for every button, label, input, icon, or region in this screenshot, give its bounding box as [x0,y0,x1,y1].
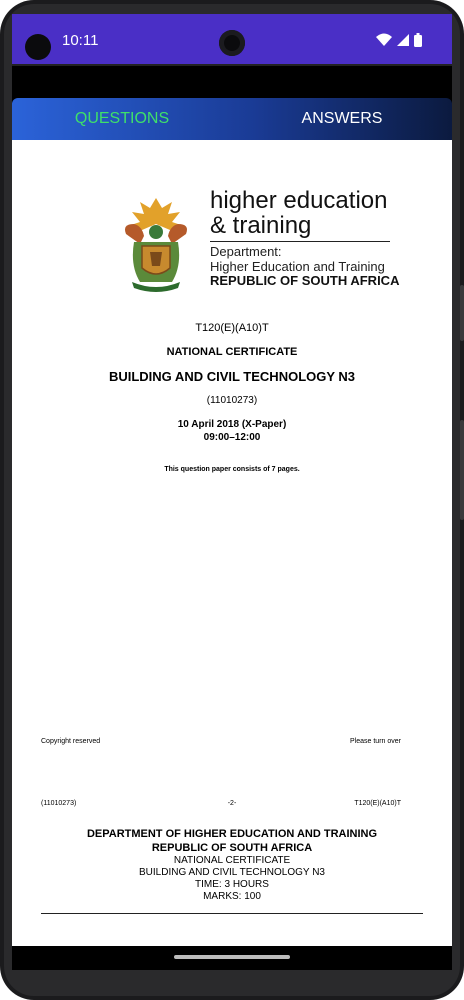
certificate-title: NATIONAL CERTIFICATE [166,346,298,358]
tab-answers[interactable]: ANSWERS [301,110,383,127]
gesture-handle[interactable] [174,955,290,959]
coat-of-arms-logo [120,194,192,296]
exam-date: 10 April 2018 (X-Paper) [177,419,287,430]
page2-header-right: T120(E)(A10)T [354,800,401,807]
system-nav-bar [12,946,452,970]
page2-country-line: REPUBLIC OF SOUTH AFRICA [151,842,313,854]
turn-over-note: Please turn over [350,738,401,745]
page2-subject: BUILDING AND CIVIL TECHNOLOGY N3 [139,867,325,878]
power-button [460,420,464,520]
exam-time: 09:00–12:00 [203,432,261,443]
page2-time: TIME: 3 HOURS [195,879,269,890]
page2-page-number: -2- [227,800,237,807]
brand-dept-label: Department: [210,244,282,259]
status-icons [376,33,422,47]
brand-line-1: higher education [210,187,388,214]
punch-hole-camera-icon [219,30,245,56]
document-viewer[interactable] [12,140,452,946]
subject-title: BUILDING AND CIVIL TECHNOLOGY N3 [108,369,356,384]
page2-dept-line: DEPARTMENT OF HIGHER EDUCATION AND TRAINING [86,828,378,840]
brand-country: REPUBLIC OF SOUTH AFRICA [210,273,400,288]
section-divider [41,913,423,914]
paper-code: T120(E)(A10)T [195,322,269,334]
copyright-note: Copyright reserved [41,738,101,745]
brand-divider [210,241,390,242]
subject-code: (11010273) [206,395,258,406]
tab-bar [12,98,452,140]
cellular-signal-icon [396,33,410,47]
page2-header-left: (11010273) [41,800,77,807]
page2-marks: MARKS: 100 [203,891,261,902]
phone-screen [12,14,452,970]
pages-note: This question paper consists of 7 pages. [164,466,300,473]
brand-dept-name: Higher Education and Training [210,259,385,274]
status-time: 10:11 [62,32,99,49]
tab-questions[interactable]: QUESTIONS [74,110,170,127]
status-bar [12,14,452,64]
battery-icon [414,33,422,47]
front-camera-icon [25,34,51,60]
app-top-bar [12,64,452,100]
volume-button [460,285,464,341]
brand-line-2: & training [210,212,312,239]
page2-certificate: NATIONAL CERTIFICATE [173,855,291,866]
wifi-icon [376,33,392,47]
